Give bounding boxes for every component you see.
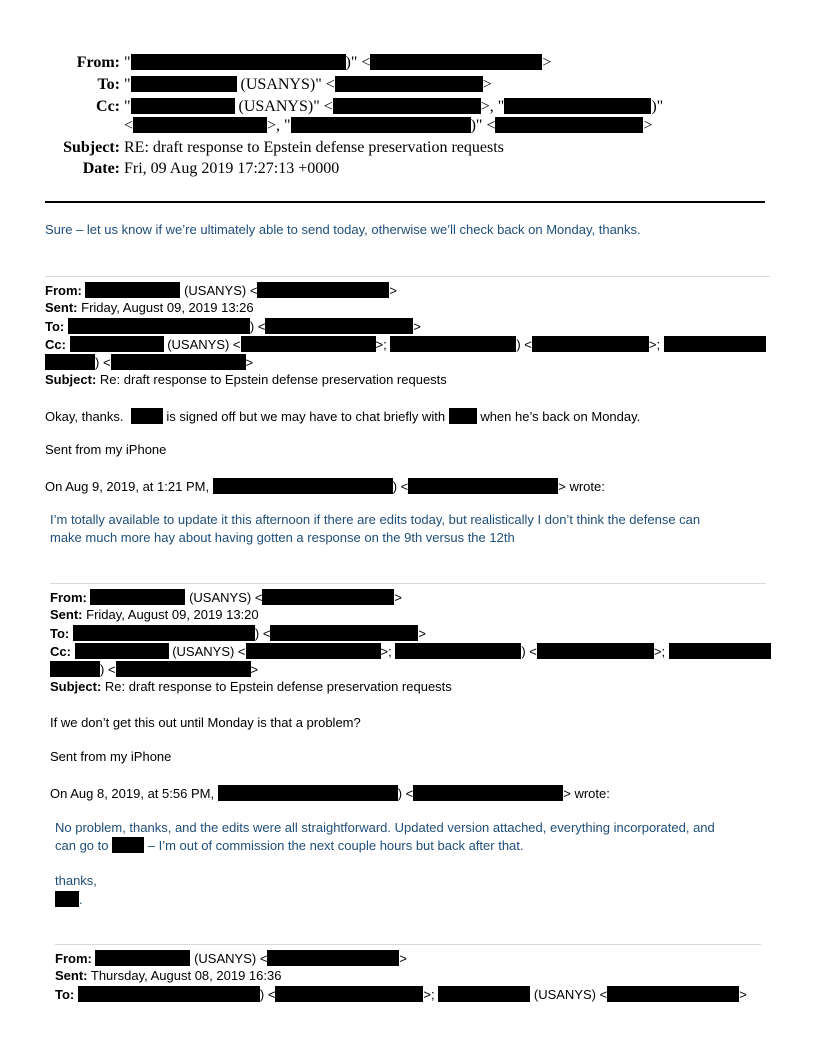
email2-cc: Cc: (USANYS) < >; ) < >; [50,643,771,659]
header-to-value: " (USANYS)" < > [124,76,492,93]
header-to-label: To: [97,76,120,93]
email2-signoff: . [55,891,83,907]
email3-from: From: (USANYS) < > [55,951,408,966]
email2-sent: Sent: Friday, August 09, 2019 13:20 [50,607,259,622]
header-date-label: Date: [82,160,120,177]
email2-signature: Sent from my iPhone [50,749,172,764]
header-subject: RE: draft response to Epstein defense preservation requests [124,139,504,156]
email2-from: From: (USANYS) < > [50,590,403,605]
email2-quote-line-1: No problem, thanks, and the edits were all straightforward. Updated version attached, everything incorporated, and [55,820,715,835]
header-subject-label: Subject: [63,139,120,156]
header-divider [45,201,765,203]
email2-quote-line-2: can go to – I’m out of commission the next couple hours but back after that. [55,838,524,853]
header-date: Fri, 09 Aug 2019 17:27:13 +0000 [124,160,340,177]
email3-sent: Sent: Thursday, August 08, 2019 16:36 [55,968,282,983]
email1-body: Okay, thanks. is signed off but we may have to chat briefly with when he’s back on Monday. [45,409,641,424]
header-cc-label: Cc: [96,98,120,115]
email1-on-line: On Aug 9, 2019, at 1:21 PM, ) < > wrote: [45,479,605,494]
email2-body: If we don’t get this out until Monday is that a problem? [50,715,361,730]
email1-quote-line-2: make much more hay about having gotten a response on the 9th versus the 12th [50,530,515,545]
header-from-value: " )" < > [124,54,552,71]
email1-divider [45,276,770,277]
email2-on-line: On Aug 8, 2019, at 5:56 PM, ) < > wrote: [50,786,610,801]
email3-to: To: ) < >; (USANYS) < > [55,987,747,1002]
email1-from: From: (USANYS) < > [45,283,398,298]
email3-divider [55,944,761,945]
email2-subject: Subject: Re: draft response to Epstein defense preservation requests [50,679,452,694]
email1-signature: Sent from my iPhone [45,442,167,457]
email2-to: To: ) < > [50,626,427,641]
email1-to: To: ) < > [45,319,422,334]
header-cc-value-2: < >, " )" < > [124,117,653,134]
email2-cc-2: ) < > [50,661,258,677]
email1-quote-line-1: I’m totally available to update it this afternoon if there are edits today, but realistically I don’t think the defense can [50,512,701,527]
email2-thanks: thanks, [55,873,97,888]
email1-sent: Sent: Friday, August 09, 2019 13:26 [45,300,254,315]
email1-subject: Subject: Re: draft response to Epstein defense preservation requests [45,372,447,387]
top-message: Sure – let us know if we’re ultimately able to send today, otherwise we’ll check back on Monday, thanks. [45,222,641,237]
email1-cc-2: ) < > [45,354,253,370]
header-from-label: From: [76,54,120,71]
header-cc-value: " (USANYS)" < >, " )" [124,98,664,115]
email1-cc: Cc: (USANYS) < >; ) < >; [45,336,766,352]
email2-divider [50,583,766,584]
